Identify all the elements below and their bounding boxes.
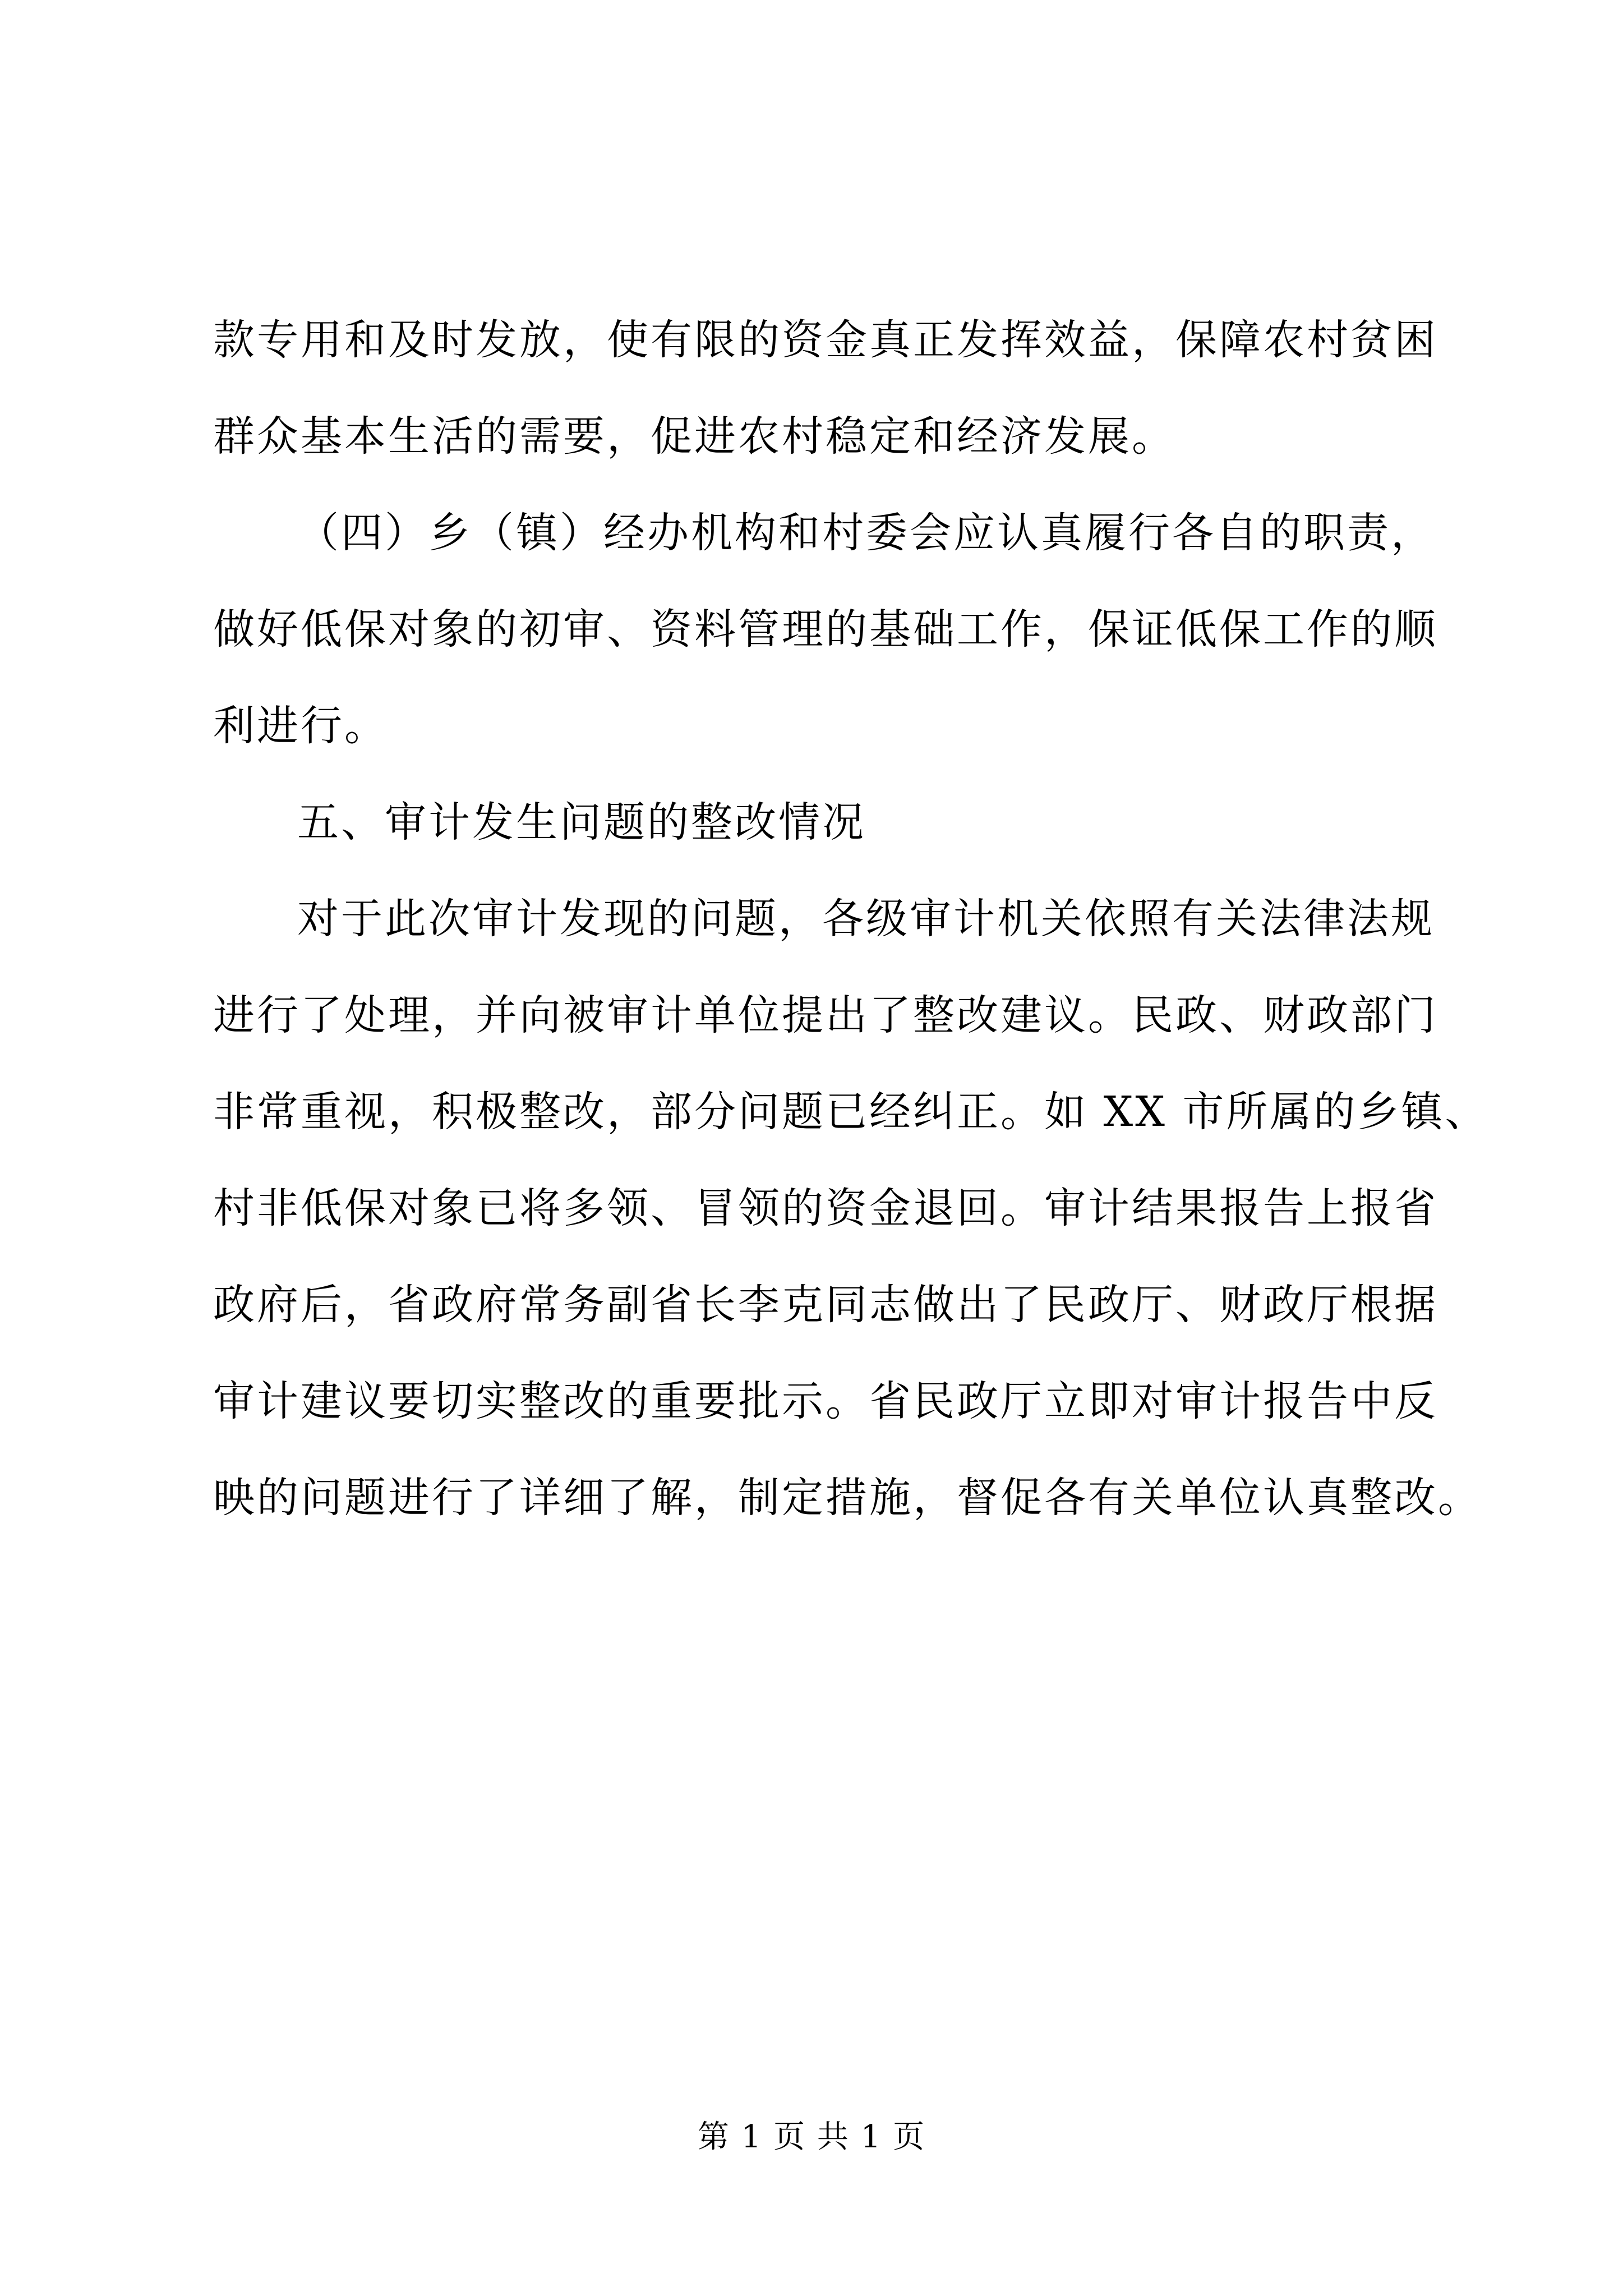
text-line: （四）乡（镇）经办机构和村委会应认真履行各自的职责， — [297, 509, 1435, 557]
text-line: 做好低保对象的初审、资料管理的基础工作，保证低保工作的顺 — [213, 605, 1438, 654]
text-line: 对于此次审计发现的问题，各级审计机关依照有关法律法规 — [297, 895, 1435, 943]
text-line: 村非低保对象已将多领、冒领的资金退回。审计结果报告上报省 — [213, 1184, 1438, 1232]
paragraph-rectification — [213, 871, 1489, 1546]
text-line: 映的问题进行了详细了解，制定措施，督促各有关单位认真整改。 — [213, 1474, 1482, 1522]
text-line: 进行了处理，并向被审计单位提出了整改建议。民政、财政部门 — [213, 991, 1438, 1039]
text-line: 审计建议要切实整改的重要批示。省民政厅立即对审计报告中反 — [213, 1377, 1438, 1425]
page-number-label: 第 1 页 共 1 页 — [697, 2119, 926, 2155]
text-line: 非常重视，积极整改，部分问题已经纠正。如 XX 市所属的乡镇、 — [213, 1088, 1489, 1136]
paragraph-item-four — [213, 485, 1438, 774]
page-footer — [0, 2115, 1623, 2160]
section-heading-text: 五、审计发生问题的整改情况 — [297, 798, 866, 846]
text-line: 利进行。 — [213, 702, 388, 750]
paragraph-continuation — [213, 292, 1438, 485]
text-line: 款专用和及时发放，使有限的资金真正发挥效益，保障农村贫困 — [213, 316, 1438, 364]
section-heading — [213, 774, 1430, 871]
document-body — [213, 292, 1489, 1546]
text-line: 群众基本生活的需要，促进农村稳定和经济发展。 — [213, 412, 1175, 461]
text-line: 政府后，省政府常务副省长李克同志做出了民政厅、财政厅根据 — [213, 1281, 1438, 1329]
